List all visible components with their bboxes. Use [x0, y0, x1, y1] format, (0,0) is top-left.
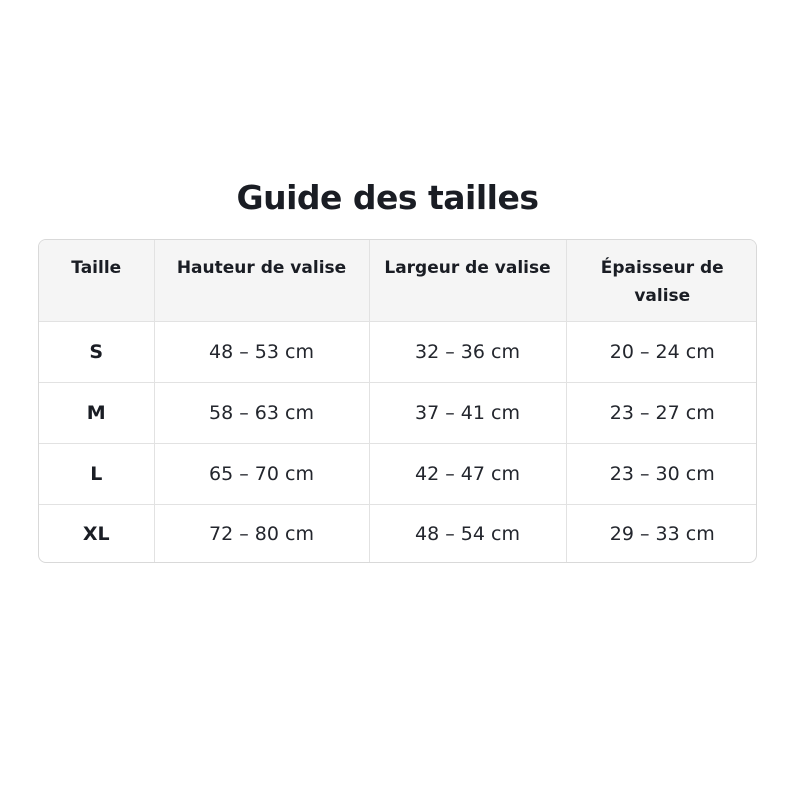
width-cell: 42 – 47 cm: [369, 443, 566, 504]
size-guide-table: [38, 239, 757, 563]
page-title: Guide des tailles: [236, 178, 539, 217]
size-cell: M: [39, 382, 154, 443]
table-row: [39, 382, 757, 443]
depth-cell: 23 – 27 cm: [566, 382, 757, 443]
table-header-row: [39, 240, 757, 321]
depth-cell: 29 – 33 cm: [609, 522, 715, 545]
depth-cell: 23 – 30 cm: [566, 443, 757, 504]
height-cell: 65 – 70 cm: [154, 443, 369, 504]
column-header-depth: Épaisseur de valise: [566, 240, 757, 321]
column-header-width: Largeur de valise: [369, 240, 566, 321]
width-cell: 32 – 36 cm: [369, 321, 566, 382]
height-cell: 58 – 63 cm: [154, 382, 369, 443]
table-row: [39, 443, 757, 504]
column-header-size: Taille: [39, 240, 154, 321]
size-cell: L: [39, 443, 154, 504]
width-cell: 37 – 41 cm: [369, 382, 566, 443]
height-cell: 48 – 53 cm: [154, 321, 369, 382]
depth-cell: 20 – 24 cm: [566, 321, 757, 382]
size-cell: XL: [39, 504, 154, 563]
size-cell: S: [39, 321, 154, 382]
width-cell: 48 – 54 cm: [369, 504, 566, 563]
table-row: [39, 321, 757, 382]
height-cell: 72 – 80 cm: [154, 504, 369, 563]
size-table: [39, 240, 757, 563]
table-row: [39, 504, 757, 563]
column-header-height: Hauteur de valise: [154, 240, 369, 321]
